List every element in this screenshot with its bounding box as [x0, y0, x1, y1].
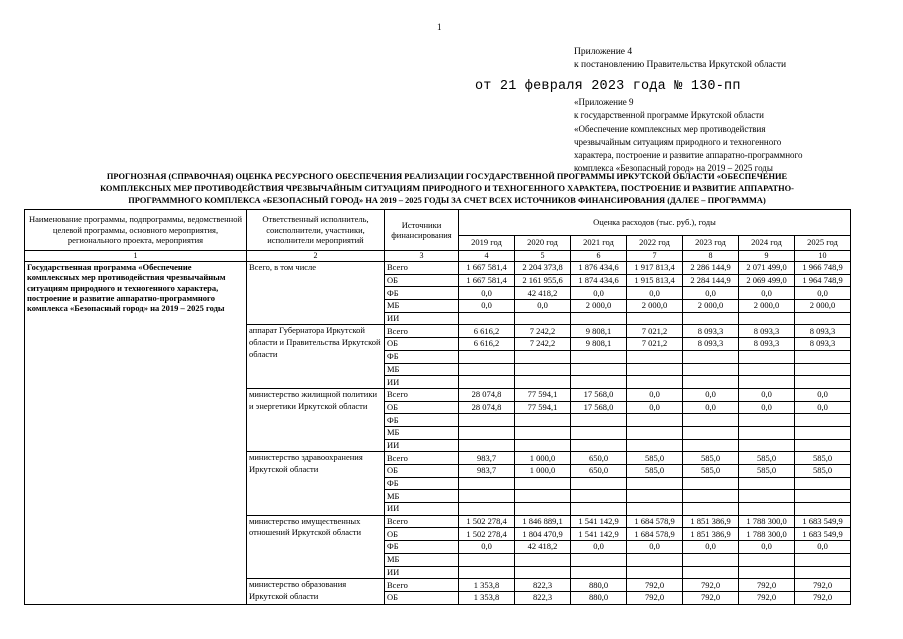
source-cell: Всего	[385, 325, 459, 338]
value-cell	[459, 439, 515, 452]
value-cell: 1 876 434,6	[571, 262, 627, 275]
value-cell: 8 093,3	[795, 338, 851, 351]
value-cell: 0,0	[683, 401, 739, 414]
column-number: 1	[25, 251, 247, 262]
value-cell: 1 684 578,9	[627, 515, 683, 528]
value-cell: 0,0	[739, 541, 795, 554]
value-cell	[459, 414, 515, 427]
value-cell: 1 846 889,1	[515, 515, 571, 528]
value-cell: 585,0	[683, 465, 739, 478]
header-year: 2019 год	[459, 235, 515, 250]
value-cell	[683, 553, 739, 566]
decree-stamp: от 21 февраля 2023 года № 130-пп	[475, 79, 741, 94]
value-cell: 2 204 373,8	[515, 262, 571, 275]
title-line: ПРОГНОЗНАЯ (СПРАВОЧНАЯ) ОЦЕНКА РЕСУРСНОГО ОБЕСПЕЧЕНИЯ РЕАЛИЗАЦИИ ГОСУДАРСТВЕННОЙ ПРОГРАММЫ ИРКУТСКОЙ ОБЛАСТИ «ОБЕСПЕЧЕНИЕ	[106, 172, 788, 181]
source-cell: ИИ	[385, 566, 459, 579]
header-year: 2023 год	[683, 235, 739, 250]
column-number: 10	[795, 251, 851, 262]
document-title	[52, 171, 842, 208]
value-cell	[515, 490, 571, 503]
value-cell	[459, 477, 515, 490]
value-cell	[459, 376, 515, 389]
value-cell: 0,0	[795, 287, 851, 300]
value-cell	[795, 439, 851, 452]
value-cell	[795, 477, 851, 490]
value-cell: 1 788 300,0	[739, 528, 795, 541]
value-cell: 77 594,1	[515, 388, 571, 401]
value-cell	[515, 553, 571, 566]
value-cell	[683, 363, 739, 376]
value-cell	[683, 566, 739, 579]
value-cell	[571, 426, 627, 439]
value-cell: 0,0	[515, 300, 571, 313]
value-cell: 0,0	[739, 287, 795, 300]
value-cell: 1 667 581,4	[459, 262, 515, 275]
value-cell: 2 000,0	[571, 300, 627, 313]
value-cell	[683, 376, 739, 389]
value-cell: 792,0	[795, 591, 851, 604]
value-cell: 7 242,2	[515, 325, 571, 338]
appendix-ref-line: «Приложение 9	[574, 97, 634, 107]
value-cell	[627, 363, 683, 376]
value-cell	[515, 503, 571, 516]
value-cell: 822,3	[515, 579, 571, 592]
value-cell	[739, 350, 795, 363]
value-cell	[795, 363, 851, 376]
value-cell	[627, 553, 683, 566]
value-cell: 0,0	[739, 388, 795, 401]
value-cell: 1 502 278,4	[459, 515, 515, 528]
header-year: 2024 год	[739, 235, 795, 250]
value-cell: 17 568,0	[571, 401, 627, 414]
source-cell: Всего	[385, 579, 459, 592]
table-body	[25, 262, 851, 605]
value-cell: 983,7	[459, 452, 515, 465]
value-cell	[515, 312, 571, 325]
value-cell	[627, 503, 683, 516]
value-cell	[571, 350, 627, 363]
value-cell	[795, 503, 851, 516]
column-number: 7	[627, 251, 683, 262]
value-cell	[739, 566, 795, 579]
value-cell: 1 502 278,4	[459, 528, 515, 541]
value-cell: 1 788 300,0	[739, 515, 795, 528]
value-cell: 792,0	[627, 579, 683, 592]
header-source: Источники финансирования	[385, 210, 459, 251]
value-cell: 28 074,8	[459, 401, 515, 414]
value-cell	[683, 426, 739, 439]
source-cell: ОБ	[385, 591, 459, 604]
value-cell: 792,0	[795, 579, 851, 592]
value-cell: 77 594,1	[515, 401, 571, 414]
value-cell	[459, 553, 515, 566]
source-cell: ОБ	[385, 528, 459, 541]
source-cell: ИИ	[385, 376, 459, 389]
column-number: 3	[385, 251, 459, 262]
value-cell: 7 021,2	[627, 325, 683, 338]
value-cell: 0,0	[683, 541, 739, 554]
appendix-ref-line: чрезвычайным ситуациям природного и техногенного	[574, 136, 782, 147]
column-number: 9	[739, 251, 795, 262]
appendix-line: Приложение 4	[574, 47, 633, 57]
value-cell: 8 093,3	[683, 338, 739, 351]
value-cell	[627, 376, 683, 389]
value-cell: 880,0	[571, 591, 627, 604]
source-cell: ОБ	[385, 401, 459, 414]
value-cell	[515, 439, 571, 452]
value-cell	[739, 414, 795, 427]
value-cell	[795, 426, 851, 439]
value-cell	[459, 503, 515, 516]
source-cell: Всего	[385, 515, 459, 528]
value-cell	[739, 490, 795, 503]
column-number: 6	[571, 251, 627, 262]
header-executor: Ответственный исполнитель, соисполнители, участники, исполнители мероприятий	[247, 210, 385, 251]
value-cell: 6 616,2	[459, 338, 515, 351]
value-cell: 2 284 144,9	[683, 274, 739, 287]
header-year: 2025 год	[795, 235, 851, 250]
value-cell	[739, 503, 795, 516]
value-cell	[739, 553, 795, 566]
value-cell: 822,3	[515, 591, 571, 604]
value-cell	[739, 477, 795, 490]
value-cell	[459, 566, 515, 579]
executor-cell: министерство жилищной политики и энергетики Иркутской области	[247, 388, 385, 451]
value-cell: 17 568,0	[571, 388, 627, 401]
value-cell: 585,0	[739, 452, 795, 465]
value-cell	[515, 376, 571, 389]
value-cell: 0,0	[627, 401, 683, 414]
value-cell	[571, 439, 627, 452]
value-cell	[739, 376, 795, 389]
value-cell: 0,0	[571, 287, 627, 300]
value-cell: 1 683 549,9	[795, 528, 851, 541]
value-cell	[739, 426, 795, 439]
value-cell	[627, 490, 683, 503]
value-cell: 1 966 748,9	[795, 262, 851, 275]
value-cell	[795, 566, 851, 579]
source-cell: ФБ	[385, 287, 459, 300]
value-cell: 792,0	[683, 591, 739, 604]
value-cell: 1 541 142,9	[571, 528, 627, 541]
appendix-header	[574, 46, 786, 72]
value-cell: 0,0	[459, 287, 515, 300]
appendix-ref-line: характера, построение и развитие аппаратно-программного	[574, 150, 803, 161]
source-cell: МБ	[385, 490, 459, 503]
value-cell	[459, 312, 515, 325]
value-cell	[627, 439, 683, 452]
value-cell	[683, 350, 739, 363]
value-cell	[515, 566, 571, 579]
value-cell	[739, 363, 795, 376]
value-cell: 1 874 434,6	[571, 274, 627, 287]
header-year: 2022 год	[627, 235, 683, 250]
column-number: 5	[515, 251, 571, 262]
value-cell: 585,0	[627, 452, 683, 465]
value-cell	[627, 414, 683, 427]
value-cell	[571, 490, 627, 503]
value-cell: 1 667 581,4	[459, 274, 515, 287]
value-cell: 1 915 813,4	[627, 274, 683, 287]
value-cell	[683, 477, 739, 490]
value-cell	[683, 503, 739, 516]
appendix-ref-line: «Обеспечение комплексных мер противодействия	[574, 123, 766, 134]
value-cell	[571, 553, 627, 566]
value-cell: 585,0	[627, 465, 683, 478]
value-cell: 0,0	[795, 401, 851, 414]
value-cell	[515, 477, 571, 490]
value-cell: 42 418,2	[515, 287, 571, 300]
value-cell: 2 000,0	[739, 300, 795, 313]
value-cell	[627, 312, 683, 325]
value-cell: 585,0	[795, 465, 851, 478]
value-cell	[739, 312, 795, 325]
appendix-ref-line: комплекса «Безопасный город» на 2019 – 2025 годы	[574, 163, 773, 174]
value-cell: 650,0	[571, 452, 627, 465]
value-cell: 0,0	[683, 388, 739, 401]
source-cell: ОБ	[385, 274, 459, 287]
value-cell: 2 069 499,0	[739, 274, 795, 287]
header-year: 2021 год	[571, 235, 627, 250]
value-cell	[515, 363, 571, 376]
value-cell: 0,0	[739, 401, 795, 414]
value-cell: 792,0	[683, 579, 739, 592]
value-cell: 2 000,0	[795, 300, 851, 313]
table-row	[25, 262, 851, 275]
value-cell: 1 684 578,9	[627, 528, 683, 541]
value-cell: 2 286 144,9	[683, 262, 739, 275]
value-cell	[627, 426, 683, 439]
executor-cell: министерство образования Иркутской области	[247, 579, 385, 604]
value-cell	[795, 553, 851, 566]
value-cell: 792,0	[627, 591, 683, 604]
value-cell: 585,0	[683, 452, 739, 465]
value-cell: 1 964 748,9	[795, 274, 851, 287]
source-cell: МБ	[385, 426, 459, 439]
value-cell	[683, 414, 739, 427]
value-cell: 0,0	[683, 287, 739, 300]
value-cell: 2 000,0	[627, 300, 683, 313]
source-cell: Всего	[385, 262, 459, 275]
value-cell: 8 093,3	[739, 338, 795, 351]
value-cell	[795, 312, 851, 325]
program-name-cell: Государственная программа «Обеспечение комплексных мер противодействия чрезвычайным ситуациям природного и техногенного характера, построение и развитие аппаратно-программного комплекса «Безопасный город» на 2019 – 2025 годы	[25, 262, 247, 605]
value-cell	[683, 490, 739, 503]
source-cell: ИИ	[385, 439, 459, 452]
source-cell: ФБ	[385, 541, 459, 554]
value-cell: 792,0	[739, 579, 795, 592]
value-cell	[515, 414, 571, 427]
value-cell: 0,0	[459, 541, 515, 554]
value-cell: 792,0	[739, 591, 795, 604]
appendix-ref-line: к государственной программе Иркутской области	[574, 110, 765, 121]
value-cell: 1 851 386,9	[683, 515, 739, 528]
value-cell: 28 074,8	[459, 388, 515, 401]
source-cell: МБ	[385, 553, 459, 566]
source-cell: ФБ	[385, 350, 459, 363]
value-cell: 1 541 142,9	[571, 515, 627, 528]
value-cell: 8 093,3	[739, 325, 795, 338]
value-cell	[459, 363, 515, 376]
value-cell	[683, 439, 739, 452]
source-cell: Всего	[385, 452, 459, 465]
value-cell: 1 917 813,4	[627, 262, 683, 275]
executor-cell: министерство имущественных отношений Иркутской области	[247, 515, 385, 578]
value-cell: 0,0	[627, 287, 683, 300]
executor-cell: Всего, в том числе	[247, 262, 385, 325]
value-cell: 6 616,2	[459, 325, 515, 338]
value-cell	[795, 350, 851, 363]
value-cell	[739, 439, 795, 452]
header-estimate: Оценка расходов (тыс. руб.), годы	[459, 210, 851, 236]
value-cell	[571, 566, 627, 579]
value-cell: 1 000,0	[515, 452, 571, 465]
column-number: 2	[247, 251, 385, 262]
header-name: Наименование программы, подпрограммы, ведомственной целевой программы, основного мероприятия, регионального проекта, мероприятия	[25, 210, 247, 251]
appendix-reference	[574, 96, 802, 176]
value-cell	[459, 426, 515, 439]
value-cell	[571, 363, 627, 376]
value-cell	[571, 414, 627, 427]
value-cell	[515, 426, 571, 439]
executor-cell: аппарат Губернатора Иркутской области и Правительства Иркутской области	[247, 325, 385, 388]
value-cell: 0,0	[627, 541, 683, 554]
source-cell: Всего	[385, 388, 459, 401]
value-cell: 2 161 955,6	[515, 274, 571, 287]
value-cell	[571, 503, 627, 516]
value-cell	[571, 376, 627, 389]
value-cell	[459, 350, 515, 363]
value-cell: 1 353,8	[459, 579, 515, 592]
source-cell: ИИ	[385, 503, 459, 516]
column-number: 4	[459, 251, 515, 262]
source-cell: ФБ	[385, 477, 459, 490]
value-cell: 0,0	[795, 388, 851, 401]
value-cell	[627, 350, 683, 363]
title-line: ПРОГРАММНОГО КОМПЛЕКСА «БЕЗОПАСНЫЙ ГОРОД» НА 2019 – 2025 ГОДЫ ЗА СЧЕТ ВСЕХ ИСТОЧНИКОВ ФИНАНСИРОВАНИЯ (ДАЛЕЕ – ПРОГРАММА)	[128, 196, 766, 206]
title-line: КОМПЛЕКСНЫХ МЕР ПРОТИВОДЕЙСТВИЯ ЧРЕЗВЫЧАЙНЫМ СИТУАЦИЯМ ПРИРОДНОГО И ТЕХНОГЕННОГО ХАРАКТЕРА, ПОСТРОЕНИЕ И РАЗВИТИЕ АППАРАТНО-	[100, 184, 794, 194]
value-cell: 2 000,0	[683, 300, 739, 313]
value-cell: 0,0	[459, 300, 515, 313]
value-cell: 42 418,2	[515, 541, 571, 554]
appendix-line: к постановлению Правительства Иркутской области	[574, 60, 787, 70]
value-cell	[627, 566, 683, 579]
value-cell	[515, 350, 571, 363]
value-cell: 585,0	[795, 452, 851, 465]
header-year: 2020 год	[515, 235, 571, 250]
value-cell: 650,0	[571, 465, 627, 478]
value-cell: 983,7	[459, 465, 515, 478]
value-cell: 8 093,3	[683, 325, 739, 338]
value-cell: 9 808,1	[571, 325, 627, 338]
value-cell	[571, 477, 627, 490]
value-cell: 1 683 549,9	[795, 515, 851, 528]
source-cell: ОБ	[385, 338, 459, 351]
value-cell: 8 093,3	[795, 325, 851, 338]
value-cell: 1 353,8	[459, 591, 515, 604]
value-cell: 1 804 470,9	[515, 528, 571, 541]
value-cell: 0,0	[571, 541, 627, 554]
value-cell	[795, 414, 851, 427]
value-cell: 585,0	[739, 465, 795, 478]
value-cell	[795, 376, 851, 389]
value-cell	[683, 312, 739, 325]
source-cell: МБ	[385, 363, 459, 376]
source-cell: МБ	[385, 300, 459, 313]
value-cell: 9 808,1	[571, 338, 627, 351]
value-cell	[459, 490, 515, 503]
source-cell: ФБ	[385, 414, 459, 427]
value-cell: 1 851 386,9	[683, 528, 739, 541]
value-cell: 880,0	[571, 579, 627, 592]
resource-table	[24, 209, 851, 605]
source-cell: ИИ	[385, 312, 459, 325]
value-cell	[571, 312, 627, 325]
value-cell: 7 021,2	[627, 338, 683, 351]
source-cell: ОБ	[385, 465, 459, 478]
page-number: 1	[437, 22, 442, 32]
value-cell	[795, 490, 851, 503]
value-cell	[627, 477, 683, 490]
value-cell: 0,0	[627, 388, 683, 401]
column-number: 8	[683, 251, 739, 262]
value-cell: 0,0	[795, 541, 851, 554]
value-cell: 2 071 499,0	[739, 262, 795, 275]
value-cell: 1 000,0	[515, 465, 571, 478]
value-cell: 7 242,2	[515, 338, 571, 351]
executor-cell: министерство здравоохранения Иркутской области	[247, 452, 385, 515]
